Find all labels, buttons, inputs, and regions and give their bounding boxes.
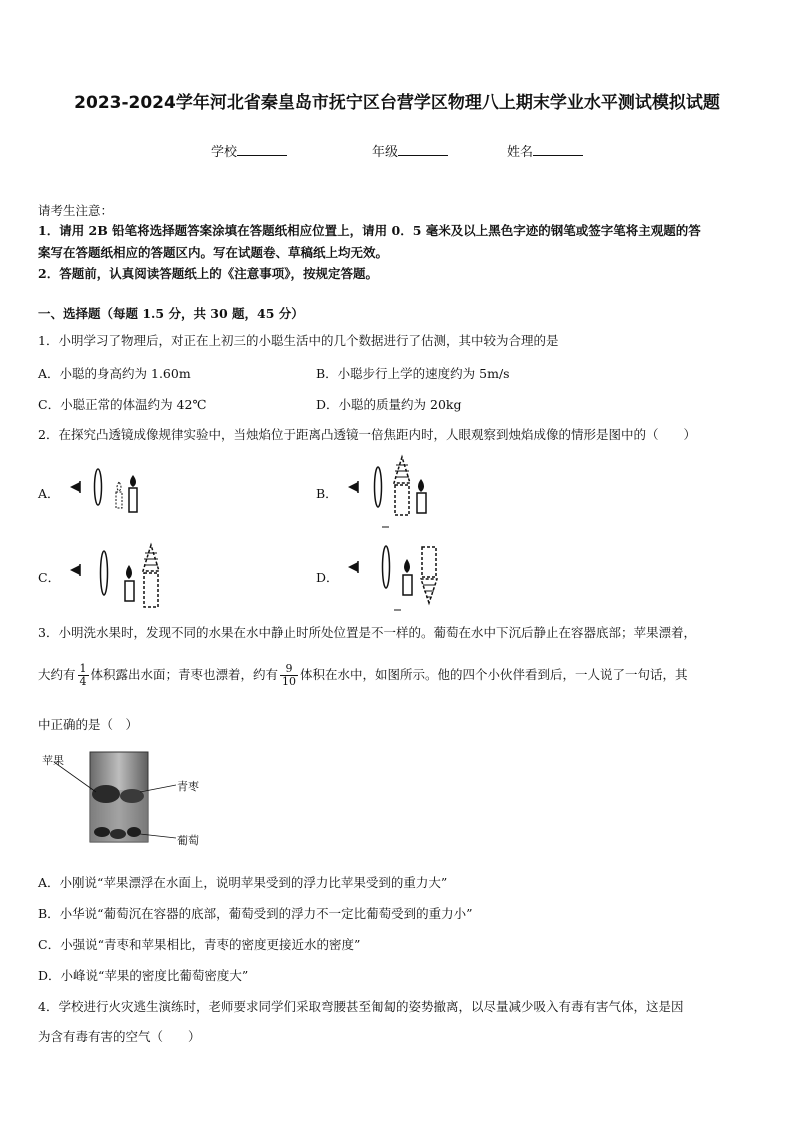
q3-option-c[interactable]: C．小强说“青枣和苹果相比，青枣的密度更接近水的密度” bbox=[38, 937, 361, 952]
notice-item1-line1: 1．请用 2B 铅笔将选择题答案涂填在答题纸相应位置上，请用 0．5 毫米及以上黑色字迹的钢笔或签字笔将主观题的答 bbox=[38, 223, 701, 238]
eye-icon bbox=[348, 481, 358, 493]
q3-fruit-figure bbox=[40, 748, 220, 848]
grape-shape bbox=[94, 827, 110, 837]
lens-icon bbox=[375, 467, 382, 507]
q2-option-a[interactable]: A． bbox=[38, 486, 60, 501]
fig-label-apple: 苹果 bbox=[42, 754, 64, 767]
eye-icon bbox=[70, 564, 80, 576]
q1-option-c[interactable]: C．小聪正常的体温约为 42℃ bbox=[38, 397, 207, 412]
q4-line2: 为含有毒有害的空气（ ） bbox=[38, 1029, 201, 1044]
candle-icon bbox=[417, 479, 426, 513]
q3-line1: 3．小明洗水果时，发现不同的水果在水中静止时所处位置是不一样的。葡萄在水中下沉后静止在容器底部；苹果漂着， bbox=[38, 625, 696, 640]
lens-icon bbox=[101, 551, 108, 595]
q3-line2: 大约有 $\frac{1}{4}$ 体积露出水面；青枣也漂着，约有 $\frac{9}{10}$ 体积在水中，如图所示。他的四个小伙伴看到后，一人说了一句话，其 bbox=[38, 662, 688, 688]
q1-option-d[interactable]: D．小聪的质量约为 20kg bbox=[316, 397, 462, 412]
q3-line3: 中正确的是（ ） bbox=[38, 717, 139, 732]
q2-figure-c bbox=[68, 543, 168, 613]
q1-option-b[interactable]: B．小聪步行上学的速度约为 5m/s bbox=[316, 366, 510, 381]
q1-option-a[interactable]: A．小聪的身高约为 1.60m bbox=[38, 366, 191, 381]
q3-option-b[interactable]: B．小华说“葡萄沉在容器的底部，葡萄受到的浮力不一定比葡萄受到的重力小” bbox=[38, 906, 473, 921]
jujube-shape bbox=[120, 789, 144, 803]
notice-heading: 请考生注意： bbox=[38, 203, 114, 218]
image-candle-icon bbox=[143, 545, 159, 607]
q2-option-b[interactable]: B． bbox=[316, 486, 338, 501]
grade-blank[interactable] bbox=[398, 143, 448, 156]
lens-icon bbox=[383, 546, 390, 588]
candle-icon bbox=[125, 565, 134, 601]
fraction-one-quarter: $\frac{1}{4}$ bbox=[79, 662, 87, 688]
q3-option-d[interactable]: D．小峰说“苹果的密度比葡萄密度大” bbox=[38, 968, 249, 983]
lens-icon bbox=[95, 469, 102, 505]
q2-figure-a bbox=[68, 470, 148, 520]
school-field: 学校 bbox=[211, 141, 287, 160]
school-blank[interactable] bbox=[237, 143, 287, 156]
name-field: 姓名 bbox=[507, 141, 583, 160]
q2-option-c[interactable]: C． bbox=[38, 570, 61, 585]
q2-option-d[interactable]: D． bbox=[316, 570, 339, 585]
page-title: 2023-2024学年河北省秦皇岛市抚宁区台营学区物理八上期末学业水平测试模拟试题 bbox=[74, 93, 720, 113]
section-heading: 一、选择题（每题 1.5 分，共 30 题，45 分） bbox=[38, 306, 304, 321]
fig-label-jujube: 青枣 bbox=[177, 780, 199, 793]
name-blank[interactable] bbox=[533, 143, 583, 156]
image-candle-icon bbox=[116, 482, 122, 508]
q3-option-a[interactable]: A．小刚说“苹果漂浮在水面上，说明苹果受到的浮力比苹果受到的重力大” bbox=[38, 875, 448, 890]
notice-item2: 2．答题前，认真阅读答题纸上的《注意事项》，按规定答题。 bbox=[38, 266, 378, 281]
q2-stem: 2．在探究凸透镜成像规律实验中，当烛焰位于距离凸透镜一倍焦距内时，人眼观察到烛焰成像的情形是图中的（ ） bbox=[38, 427, 696, 442]
grade-field: 年级 bbox=[372, 141, 448, 160]
eye-icon bbox=[70, 481, 80, 493]
inverted-image-icon bbox=[421, 547, 437, 603]
notice-item1-line2: 案写在答题纸相应的答题区内。写在试题卷、草稿纸上均无效。 bbox=[38, 245, 389, 260]
fraction-nine-tenths: $\frac{9}{10}$ bbox=[282, 662, 297, 688]
image-candle-icon bbox=[394, 457, 410, 515]
candle-icon bbox=[403, 559, 412, 595]
apple-shape bbox=[92, 785, 120, 803]
eye-icon bbox=[348, 561, 358, 573]
candle-icon bbox=[129, 475, 137, 512]
q1-stem: 1．小明学习了物理后，对正在上初三的小聪生活中的几个数据进行了估测，其中较为合理的是 bbox=[38, 333, 559, 348]
q4-line1: 4．学校进行火灾逃生演练时，老师要求同学们采取弯腰甚至匍匐的姿势撤离，以尽量减少吸入有毒有害气体，这是因 bbox=[38, 999, 684, 1014]
q2-figure-d bbox=[346, 543, 446, 613]
fig-label-grape: 葡萄 bbox=[177, 834, 199, 847]
q2-figure-b bbox=[346, 455, 436, 530]
